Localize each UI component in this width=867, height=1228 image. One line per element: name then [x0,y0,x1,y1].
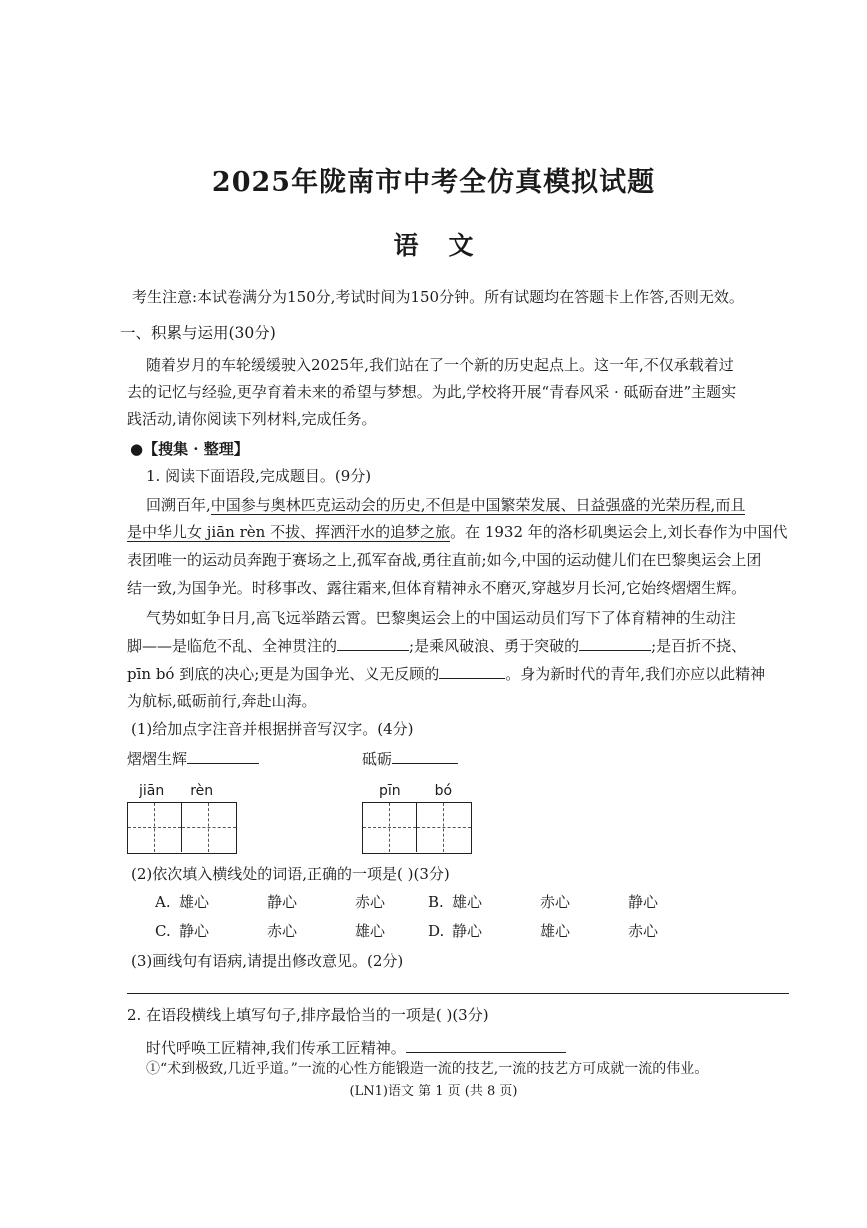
pinyin-ren: rèn [190,783,214,799]
underlined-sentence-part1: 中国参与奥林匹克运动会的历史,不但是中国繁荣发展、日益强盛的光荣历程,而且 [210,496,746,514]
grid-cell[interactable] [363,803,417,852]
passage1-line-2 [127,521,799,543]
page-footer: (LN1)语文 第 1 页 (共 8 页) [349,1084,518,1099]
option-d-key: D. [428,922,445,940]
question-2-stem: 2. 在语段横线上填写句子,排序最恰当的一项是( )(3分) [127,1006,489,1024]
passage1-line-4: 结一致,为国争光。时移事改、露往霜来,但体育精神永不磨灭,穿越岁月长河,它始终熠熠生辉。 [127,579,747,597]
option-b-word-1: 雄心 [452,893,483,911]
writing-grid-jianren[interactable] [127,802,237,854]
option-b[interactable] [428,891,716,913]
intro-line-2: 去的记忆与经验,更孕育着未来的希望与梦想。为此,学校将开展“青春风采 · 砥砺奋进”主题实 [127,383,737,401]
option-c-key: C. [155,922,171,940]
passage2-line-1: 气势如虹争日月,高飞远举踏云霄。巴黎奥运会上的中国运动员们写下了体育精神的生动注 [146,609,736,627]
option-c-word-2: 赤心 [267,922,298,940]
question-2-blank[interactable] [406,1036,566,1053]
pinyin-pinbo [379,780,499,802]
intro-line-1: 随着岁月的车轮缓缓驶入2025年,我们站在了一个新的历史起点上。这一年,不仅承载着过 [146,356,734,374]
pinyin-pin: pīn [379,783,401,799]
option-d[interactable] [428,920,716,942]
question-1-stem: 1. 阅读下面语段,完成题目。(9分) [146,467,372,485]
fill-blank-2[interactable] [579,634,651,651]
sub-question-1: (1)给加点字注音并根据拼音写汉字。(4分) [131,720,414,738]
option-a[interactable] [155,891,443,913]
word1-text: 熠熠生辉 [127,750,188,768]
writing-grid-pinbo[interactable] [362,802,472,854]
question-2-line-2: ①“术到极致,几近乎道。”一流的心性方能锻造一流的技艺,一流的技艺方可成就一流的伟业。 [146,1061,709,1077]
pinyin-jianren [139,780,259,802]
question-2-line-1-text: 时代呼唤工匠精神,我们传承工匠精神。 [146,1039,406,1057]
passage2-line-2-c: ;是百折不挠、 [651,637,747,655]
passage2-line-3-b: 。身为新时代的青年,我们亦应以此精神 [505,665,766,683]
passage2-line-2 [127,634,799,657]
option-c[interactable] [155,920,443,942]
sub-question-2: (2)依次填入横线处的词语,正确的一项是( )(3分) [131,865,450,883]
pinyin-bo: bó [434,783,453,799]
question-2-line-1 [146,1036,818,1059]
pinyin-jian: jiān [139,783,165,799]
option-b-word-3: 静心 [628,893,659,911]
word2-text: 砥砺 [362,750,393,768]
exam-title: 2025年陇南市中考全仿真模拟试题 [211,167,656,198]
underlined-sentence-part2: 是中华儿女 jiān rèn 不拔、挥洒汗水的追梦之旅 [127,523,451,541]
passage1-line-3: 表团唯一的运动员奔跑于赛场之上,孤军奋战,勇往直前;如今,中国的运动健儿们在巴黎奥运会上团 [127,551,762,569]
option-d-word-1: 静心 [452,922,483,940]
passage1-line-1-start: 回溯百年, [146,496,211,514]
option-a-word-2: 静心 [267,893,298,911]
section-heading: 一、积累与运用(30分) [120,324,276,342]
grid-cell[interactable] [417,803,471,852]
subsection-heading: ●【搜集 · 整理】 [130,440,249,458]
word2-answer-blank[interactable] [392,747,458,764]
intro-line-3: 践活动,请你阅读下列材料,完成任务。 [127,410,377,428]
option-d-word-2: 雄心 [540,922,571,940]
option-a-key: A. [155,893,171,911]
passage2-line-2-b: ;是乘风破浪、勇于突破的 [409,637,580,655]
fill-blank-1[interactable] [337,634,409,651]
option-c-word-1: 静心 [179,922,210,940]
answer-line[interactable] [127,993,789,994]
exam-subject: 语文 [393,231,504,260]
option-a-word-1: 雄心 [179,893,210,911]
option-d-word-3: 赤心 [628,922,659,940]
word1-row [127,747,327,770]
exam-notice: 考生注意:本试卷满分为150分,考试时间为150分钟。所有试题均在答题卡上作答,否则无效。 [132,288,744,306]
word1-answer-blank[interactable] [187,747,259,764]
sub-question-3: (3)画线句有语病,请提出修改意见。(2分) [131,952,404,970]
option-c-word-3: 雄心 [355,922,386,940]
option-b-key: B. [428,893,444,911]
passage1-line-2-end: 。在 1932 年的洛杉矶奥运会上,刘长春作为中国代 [450,523,788,541]
option-a-word-3: 赤心 [355,893,386,911]
grid-cell[interactable] [182,803,236,852]
option-b-word-2: 赤心 [540,893,571,911]
word2-row [362,747,562,770]
passage2-line-2-a: 脚——是临危不乱、全神贯注的 [127,637,338,655]
passage1-line-1 [146,494,799,516]
fill-blank-3[interactable] [439,662,505,679]
passage2-line-3-a: pīn bó 到底的决心;更是为国争光、义无反顾的 [127,665,440,683]
passage2-line-3 [127,662,799,685]
passage2-line-4: 为航标,砥砺前行,奔赴山海。 [127,692,317,710]
grid-cell[interactable] [128,803,182,852]
